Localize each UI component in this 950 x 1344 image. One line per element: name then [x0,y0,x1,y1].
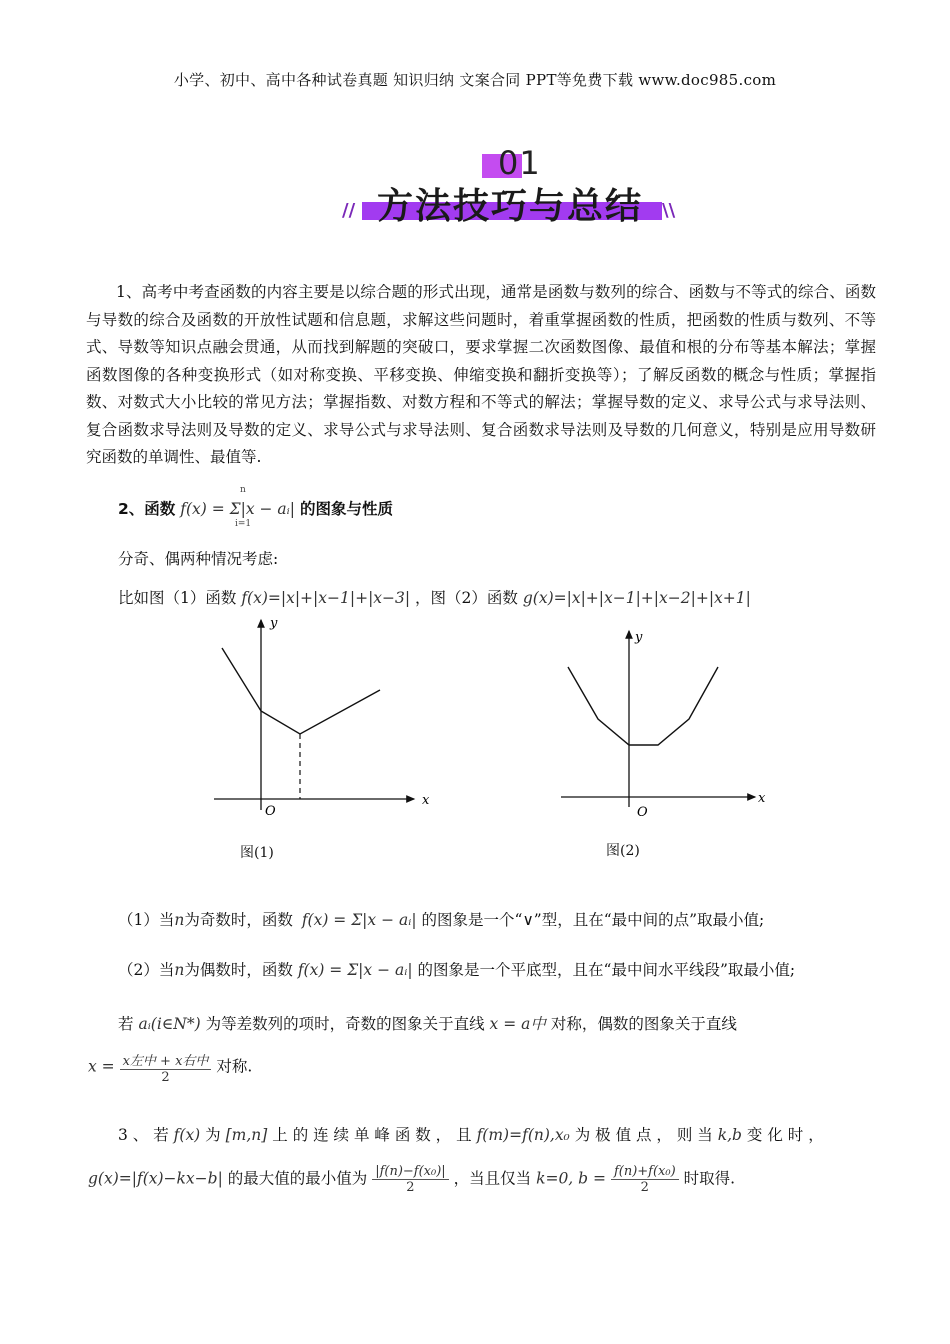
symmetry-denominator: 2 [161,1070,170,1085]
section3-fraction-1 [372,1164,448,1195]
graph2-caption: 图(2) [606,843,640,859]
section3-e: 变 化 时 ， [746,1126,824,1144]
section2-sum-upper: n [240,485,246,495]
example-prefix: 比如图（1）函数 [118,589,237,607]
case2-formula: f(x) = Σ|x − aᵢ| [297,961,413,979]
case2-a: （2）当 [118,961,175,979]
cases-intro: 分奇、偶两种情况考虑: [118,550,279,568]
section3-frac2-denominator: 2 [640,1180,649,1195]
symmetry-numerator: x左中 + x右中 [120,1050,212,1070]
section-badge [340,142,680,232]
section3-line2 [88,1164,735,1195]
graph1-x-label: x [422,793,430,808]
case1-line [118,908,764,930]
section3-cond: k=0, b = [536,1169,606,1188]
case2-b: 为偶数时，函数 [184,961,293,979]
section3-d: 为 极 值 点 ， 则 当 [574,1126,713,1144]
page-header: 小学、初中、高中各种试卷真题 知识归纳 文案合同 PPT等免费下载 www.doc985.com [173,71,777,89]
graph1-caption: 图(1) [240,845,274,861]
example-f-formula: f(x)=|x|+|x−1|+|x−3| [241,589,411,607]
symmetry-fraction [120,1050,212,1085]
badge-right-slash: \\ [662,200,676,221]
symmetry-x: x = [88,1057,115,1076]
section3-fx: f(x) [173,1126,201,1144]
section2-heading [118,497,393,519]
section3-interval: [m,n] [225,1126,268,1144]
section3-frac2-numerator: f(n)+f(x₀) [611,1164,679,1180]
section3-i: 时取得. [683,1169,736,1188]
section3-frac1-denominator: 2 [406,1180,415,1195]
case1-a: （1）当 [118,911,175,929]
section3-b: 为 [205,1126,221,1144]
section3-a: 3 、 若 [118,1126,169,1144]
case1-n: n [174,911,185,929]
graph2-origin-label: O [637,805,648,820]
symmetry-a: 若 [118,1015,134,1033]
case2-line [118,958,795,980]
section2-suffix: 的图象与性质 [299,500,393,518]
case1-formula: f(x) = Σ|x − aᵢ| [301,911,417,929]
case1-b: 为奇数时，函数 [184,911,293,929]
symmetry-c: 对称，偶数的图象关于直线 [550,1015,737,1033]
symmetry-ai: aᵢ(i∈N*) [138,1015,201,1033]
graph-1 [200,612,440,832]
symmetry-center-line [88,1050,252,1085]
symmetry-d: 对称. [216,1057,253,1076]
badge-left-slash: // [342,200,356,221]
badge-number: 01 [498,144,541,182]
example-line [118,586,751,608]
example-g-formula: g(x)=|x|+|x−1|+|x−2|+|x+1| [522,589,751,607]
case2-n: n [174,961,185,979]
symmetry-b: 为等差数列的项时，奇数的图象关于直线 [205,1015,485,1033]
graph1-y-label: y [270,616,278,631]
section3-fraction-2 [611,1164,679,1195]
graph1-curve [222,648,380,734]
graph-2 [555,625,785,830]
section3-line1 [118,1123,824,1145]
example-mid: ，图（2）函数 [415,589,518,607]
case2-c: 的图象是一个平底型，且在“最中间水平线段”取最小值; [417,961,796,979]
section3-f: 的最大值的最小值为 [227,1169,368,1188]
symmetry-line-formula: x = a中 [489,1015,546,1033]
graph1-origin-label: O [265,804,276,819]
section2-sum-lower: i=1 [235,519,252,529]
section3-c: 上 的 连 续 单 峰 函 数 ， 且 [272,1126,472,1144]
badge-title: 方法技巧与总结 [376,186,643,227]
graph2-curve [568,667,718,745]
case1-c: 的图象是一个“∨”型，且在“最中间的点”取最小值; [421,911,765,929]
section1-paragraph: 1、高考中考查函数的内容主要是以综合题的形式出现，通常是函数与数列的综合、函数与不等式的综合、函数与导数的综合及函数的开放性试题和信息题，求解这些问题时，着重掌握函数的性质，把函数的性质与数列、不等式、导数等知识点融会贯通，从而找到解题的突破口，要求掌握二次函数图像、最值和根的分布等基本解法；掌握函数图像的各种变换形式（如对称变换、平移变换、伸缩变换和翻折变换等）；了解反函数的概念与性质；掌握指数、对数式大小比较的常见方法；掌握指数、对数方程和不等式的解法；掌握导数的定义、求导公式与求导法则、复合函数求导法则及导数的定义、求导公式与求导法则、复合函数求导法则及导数的几何意义，特别是应用导数研究函数的单调性、最值等. [86,283,876,466]
section2-prefix: 2、函数 [118,500,176,518]
section2-formula: f(x) = Σ|x − aᵢ| [180,500,295,518]
section3-eq: f(m)=f(n),x₀ [476,1126,570,1144]
section3-kb: k,b [717,1126,742,1144]
symmetry-line [118,1012,737,1034]
section3-g: g(x)=|f(x)−kx−b| [88,1169,223,1188]
graph2-y-label: y [635,630,643,645]
section3-frac1-numerator: |f(n)−f(x₀)| [372,1164,448,1180]
section3-h: ，当且仅当 [453,1169,532,1188]
graph2-x-label: x [758,791,766,806]
